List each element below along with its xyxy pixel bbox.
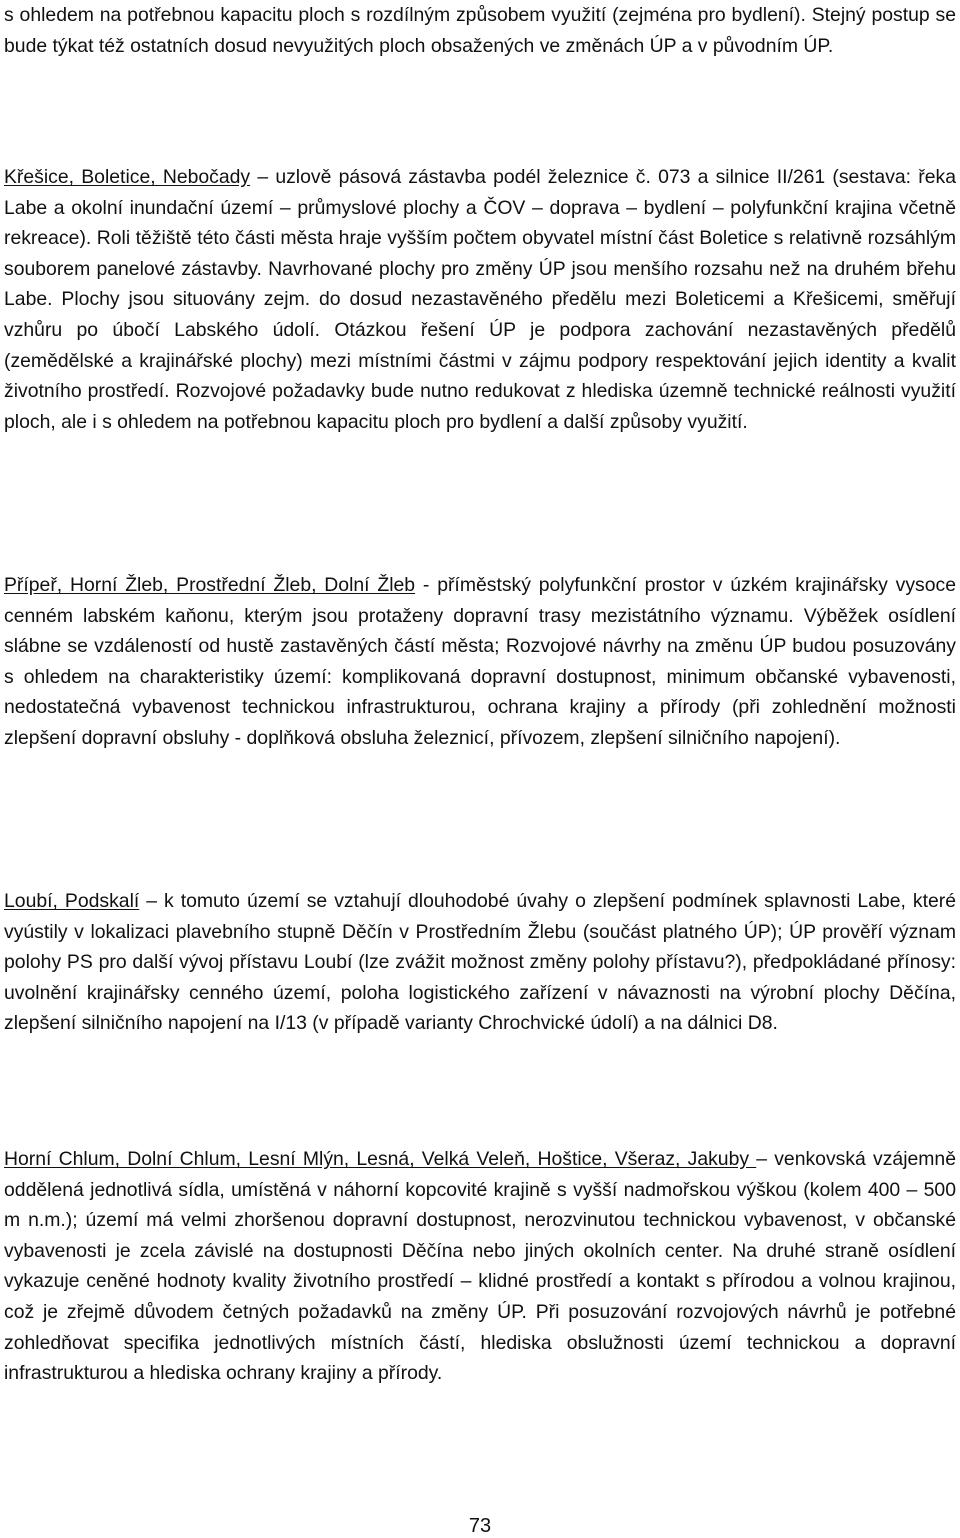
paragraph-text: příměstský polyfunkční prostor v úzkém krajinářsky vysoce cenném labském kaňonu, kterým jsou protaženy dopravní trasy mezistátního významu. Výběžek osídlení slábne se vzdáleností od hustě zastavěných částí města; Rozvojové návrhy na změnu ÚP budou posuzovány s ohledem na charakteristiky území: komplikovaná dopravní dostupnost, minimum občanské vybavenosti, nedostatečná vybavenost technickou infrastrukturou, ochrana krajiny a přírody (při zohlednění možnosti zlepšení dopravní obsluhy - doplňková obsluha železnicí, přívozem, zlepšení silničního napojení). xyxy=(4,574,957,749)
paragraph-text: uzlově pásová zástavba podél železnice č. 073 a silnice II/261 (sestava: řeka Labe a okolní inundační území – průmyslové plochy a ČOV – doprava – bydlení – polyfunkční krajina včetně rekreace). Roli těžiště této části města hraje vyšším počtem obyvatel místní část Boletice s relativně rozsáhlým souborem panelové zástavby. Navrhované plochy pro změny ÚP jsou menšího rozsahu než na druhém břehu Labe. Plochy jsou situovány zejm. do dosud nezastavěného předělu mezi Boleticemi a Křešicemi, směřují vzhůru po úbočí Labského údolí. Otázkou řešení ÚP je podpora zachování nezastavěných předělů (zemědělské a krajinářské plochy) mezi místními částmi v zájmu podpory respektování jejich identity a kvalit životního prostředí. Rozvojové požadavky bude nutno redukovat z hlediska územně technické reálnosti využití ploch, ale i s ohledem na potřebnou kapacitu ploch pro bydlení a další způsoby využití. xyxy=(4,166,956,433)
section-heading: Přípeř, Horní Žleb, Prostřední Žleb, Dolní Žleb xyxy=(4,574,416,596)
section-heading: Křešice, Boletice, Nebočady xyxy=(4,166,251,188)
paragraph-horni-chlum-jakuby xyxy=(4,1144,956,1389)
heading-connector: – xyxy=(756,1148,775,1170)
heading-connector: - xyxy=(415,574,438,596)
paragraph-text: k tomuto území se vztahují dlouhodobé úvahy o zlepšení podmínek splavnosti Labe, které vyústily v lokalizaci plavebního stupně Děčín v Prostředním Žlebu (součást platného ÚP); ÚP prověří význam polohy PS pro další vývoj přístavu Loubí (lze zvážit možnost změny polohy přístavu?), předpokládané přínosy: uvolnění krajinářsky cenného území, poloha logistického zařízení v návaznosti na výrobní plochy Děčína, zlepšení silničního napojení na I/13 (v případě varianty Chrochvické údolí) a na dálnici D8. xyxy=(4,890,956,1035)
paragraph-kresice-boletice-nebocady xyxy=(4,162,956,437)
paragraph-text: venkovská vzájemně oddělená jednotlivá sídla, umístěná v náhorní kopcovité krajině s vyšší nadmořskou výškou (kolem 400 – 500 m n.m.); území má velmi zhoršenou dopravní dostupnost, nerozvinutou technickou vybavenost, v občanské vybavenosti je zcela závislé na dostupnosti Děčína nebo jiných okolních center. Na druhé straně osídlení vykazuje ceněné hodnoty kvality životního prostředí – klidné prostředí a kontakt s přírodou a volnou krajinou, což je zřejmě důvodem četných požadavků na změny ÚP. Při posuzování rozvojových návrhů je potřebné zohledňovat specifika jednotlivých místních částí, hlediska obslužnosti území technickou a dopravní infrastrukturou a hlediska ochrany krajiny a přírody. xyxy=(4,1148,957,1385)
section-heading: Loubí, Podskalí xyxy=(4,890,140,912)
paragraph-priper-zleb xyxy=(4,570,956,754)
paragraph-loubi-podskali xyxy=(4,886,956,1039)
page-number: 73 xyxy=(468,1515,492,1537)
paragraph-intro-continuation xyxy=(4,0,956,61)
section-heading: Horní Chlum, Dolní Chlum, Lesní Mlýn, Lesná, Velká Veleň, Hoštice, Všeraz, Jakuby xyxy=(4,1148,757,1170)
heading-connector: – xyxy=(250,166,276,188)
heading-connector: – xyxy=(139,890,165,912)
paragraph-text: s ohledem na potřebnou kapacitu ploch s rozdílným způsobem využití (zejména pro bydlení). Stejný postup se bude týkat též ostatních dosud nevyužitých ploch obsažených ve změnách ÚP a v původním ÚP. xyxy=(4,4,956,57)
